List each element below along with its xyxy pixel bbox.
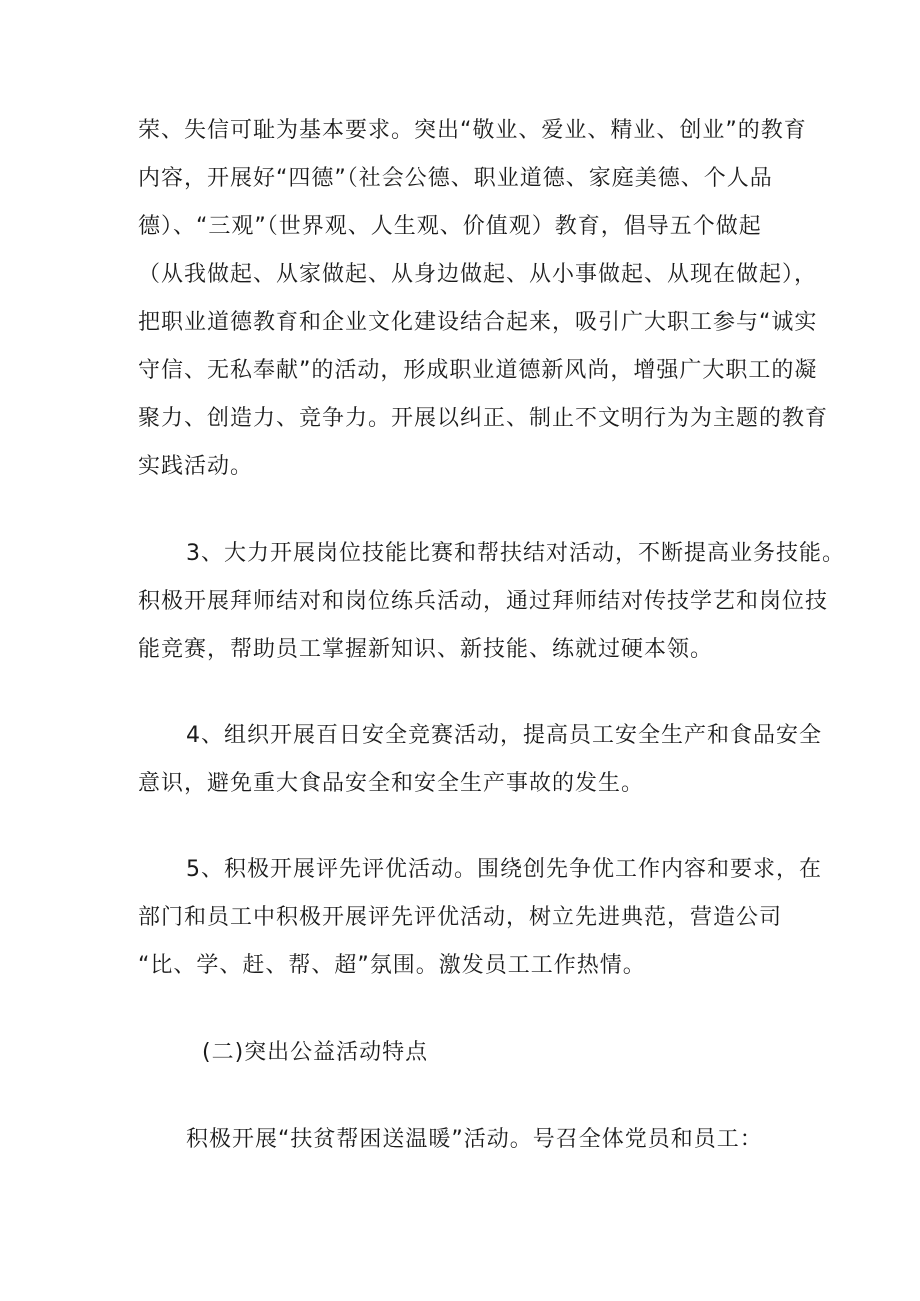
text-line: 内容，开展好“四德”（社会公德、职业道德、家庭美德、个人品	[138, 166, 773, 191]
text-line: 部门和员工中积极开展评先评优活动，树立先进典范，营造公司	[138, 905, 783, 930]
section-heading: (二)突出公益活动特点	[202, 1040, 429, 1065]
text-line: 3、大力开展岗位技能比赛和帮扶结对活动，不断提高业务技能。	[186, 541, 845, 566]
text-line: 5、积极开展评先评优活动。围绕创先争优工作内容和要求，在	[186, 857, 822, 882]
text-line: 意识，避免重大食品安全和安全生产事故的发生。	[138, 771, 645, 796]
text-line: 能竞赛，帮助员工掌握新知识、新技能、练就过硬本领。	[138, 637, 714, 662]
text-line: （从我做起、从家做起、从身边做起、从小事做起、从现在做起），	[138, 262, 818, 287]
text-line: 德）、“三观”（世界观、人生观、价值观）教育，倡导五个做起	[138, 214, 762, 239]
text-line: “比、学、赶、帮、超”氛围。激发员工工作热情。	[138, 953, 646, 978]
text-line: 4、组织开展百日安全竞赛活动，提高员工安全生产和食品安全	[186, 723, 822, 748]
text-line: 守信、无私奉献”的活动，形成职业道德新风尚，增强广大职工的凝	[138, 358, 818, 383]
text-line: 荣、失信可耻为基本要求。突出“敬业、爱业、精业、创业”的教育	[138, 118, 807, 143]
text-line: 实践活动。	[138, 454, 254, 479]
text-line: 聚力、创造力、竞争力。开展以纠正、制止不文明行为为主题的教育	[138, 406, 829, 431]
closing-paragraph: 积极开展“扶贫帮困送温暖”活动。号召全体党员和员工：	[186, 1127, 763, 1152]
text-line: 把职业道德教育和企业文化建设结合起来，吸引广大职工参与“诚实	[138, 310, 818, 335]
text-line: 积极开展拜师结对和岗位练兵活动，通过拜师结对传技学艺和岗位技	[138, 589, 829, 614]
